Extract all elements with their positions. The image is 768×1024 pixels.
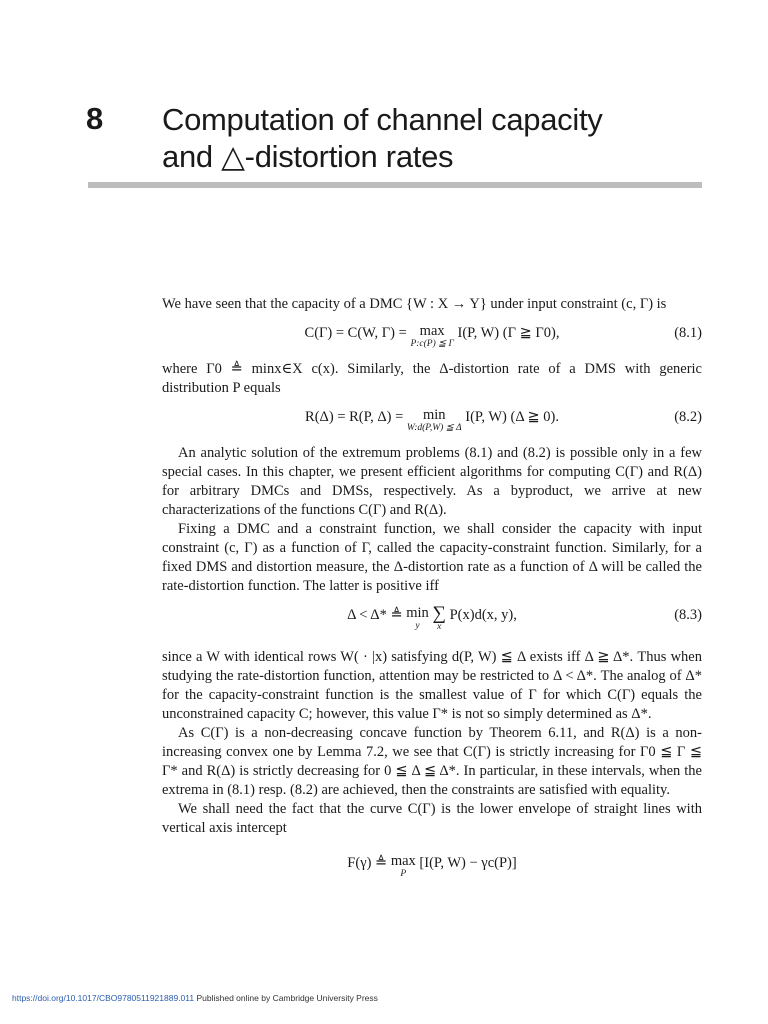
paragraph: where Γ0 ≜ minx∈X c(x). Similarly, the Δ-distortion rate of a DMS with generic distribution P equals: [162, 361, 702, 396]
equation-number: (8.3): [674, 607, 702, 623]
equation-number: (8.1): [674, 325, 702, 341]
paragraph: We have seen that the capacity of a DMC {W : X → Y} under input constraint (c, Γ) is: [162, 296, 667, 312]
equation-f-gamma: [162, 850, 702, 884]
equation-rhs: P(x)d(x, y),: [449, 607, 517, 623]
doi-link[interactable]: https://doi.org/10.1017/CBO9780511921889.011: [12, 993, 195, 1003]
equation-lhs: F(γ) ≜: [347, 855, 388, 871]
publisher-note: Published online by Cambridge University Press: [196, 993, 378, 1003]
equation-subscript: P: [400, 869, 407, 879]
equation-operator: min: [422, 407, 446, 423]
equation-lhs: R(Δ) = R(P, Δ) =: [305, 409, 404, 425]
equation-subscript: P:c(P) ≦ Γ: [410, 339, 454, 349]
equation-8-2: [162, 404, 702, 438]
equation-operator: max: [390, 853, 416, 869]
equation-rhs: I(P, W) (Γ ≧ Γ0),: [457, 325, 560, 341]
chapter-number: 8: [86, 101, 104, 136]
chapter-title-line-1: Computation of channel capacity: [162, 102, 603, 137]
equation-operator: min: [406, 605, 429, 621]
equation-rhs: I(P, W) (Δ ≧ 0).: [465, 409, 559, 425]
equation-8-3: [162, 602, 702, 642]
equation-operator: max: [419, 323, 445, 339]
equation-subscript: y: [415, 621, 420, 631]
sum-symbol: ∑: [432, 603, 446, 624]
paragraph: since a W with identical rows W( · |x) satisfying d(P, W) ≦ Δ exists iff Δ ≧ Δ*. Thus when studying the rate-distortion function, attention may be restricted to Δ < Δ*. The analog of Δ* for the capacity-constraint function is the smallest value of Γ for which C(Γ) equals the unconstrained capacity C; however, this value Γ* is not so simply determined as Δ*.: [162, 649, 702, 722]
body-text: [162, 295, 702, 890]
equation-number: (8.2): [674, 409, 702, 425]
chapter-title: [162, 101, 722, 175]
paragraph: An analytic solution of the extremum problems (8.1) and (8.2) is possible only in a few special cases. In this chapter, we present efficient algorithms for computing C(Γ) and R(Δ) for arbitrary DMCs and DMSs, respectively. As a byproduct, we arrive at new characterizations of the functions C(Γ) and R(Δ).: [162, 445, 702, 518]
paragraph: As C(Γ) is a non-decreasing concave function by Theorem 6.11, and R(Δ) is a non-increasing convex one by Lemma 7.2, we see that C(Γ) is strictly increasing for Γ0 ≦ Γ ≦ Γ* and R(Δ) is strictly decreasing for 0 ≦ Δ ≦ Δ*. In particular, in these intervals, when the extrema in (8.1) resp. (8.2) are achieved, then the constraints are satisfied with equality.: [162, 725, 702, 798]
chapter-title-line-2: and △-distortion rates: [162, 139, 454, 174]
title-rule: [88, 182, 702, 188]
page-footer: [12, 993, 378, 1003]
paragraph: We shall need the fact that the curve C(Γ) is the lower envelope of straight lines with vertical axis intercept: [162, 801, 702, 836]
equation-rhs: [I(P, W) − γc(P)]: [419, 855, 517, 871]
equation-subscript: x: [437, 622, 442, 632]
equation-lhs: C(Γ) = C(W, Γ) =: [304, 325, 407, 341]
equation-lhs: Δ < Δ* ≜: [347, 607, 403, 623]
equation-8-1: [162, 320, 702, 354]
equation-subscript: W:d(P,W) ≦ Δ: [406, 423, 462, 433]
paragraph: Fixing a DMC and a constraint function, we shall consider the capacity with input constraint (c, Γ) as a function of Γ, called the capacity-constraint function. Similarly, for a fixed DMS and distortion measure, the Δ-distortion rate as a function of Δ will be called the rate-distortion function. The latter is positive iff: [162, 521, 702, 594]
